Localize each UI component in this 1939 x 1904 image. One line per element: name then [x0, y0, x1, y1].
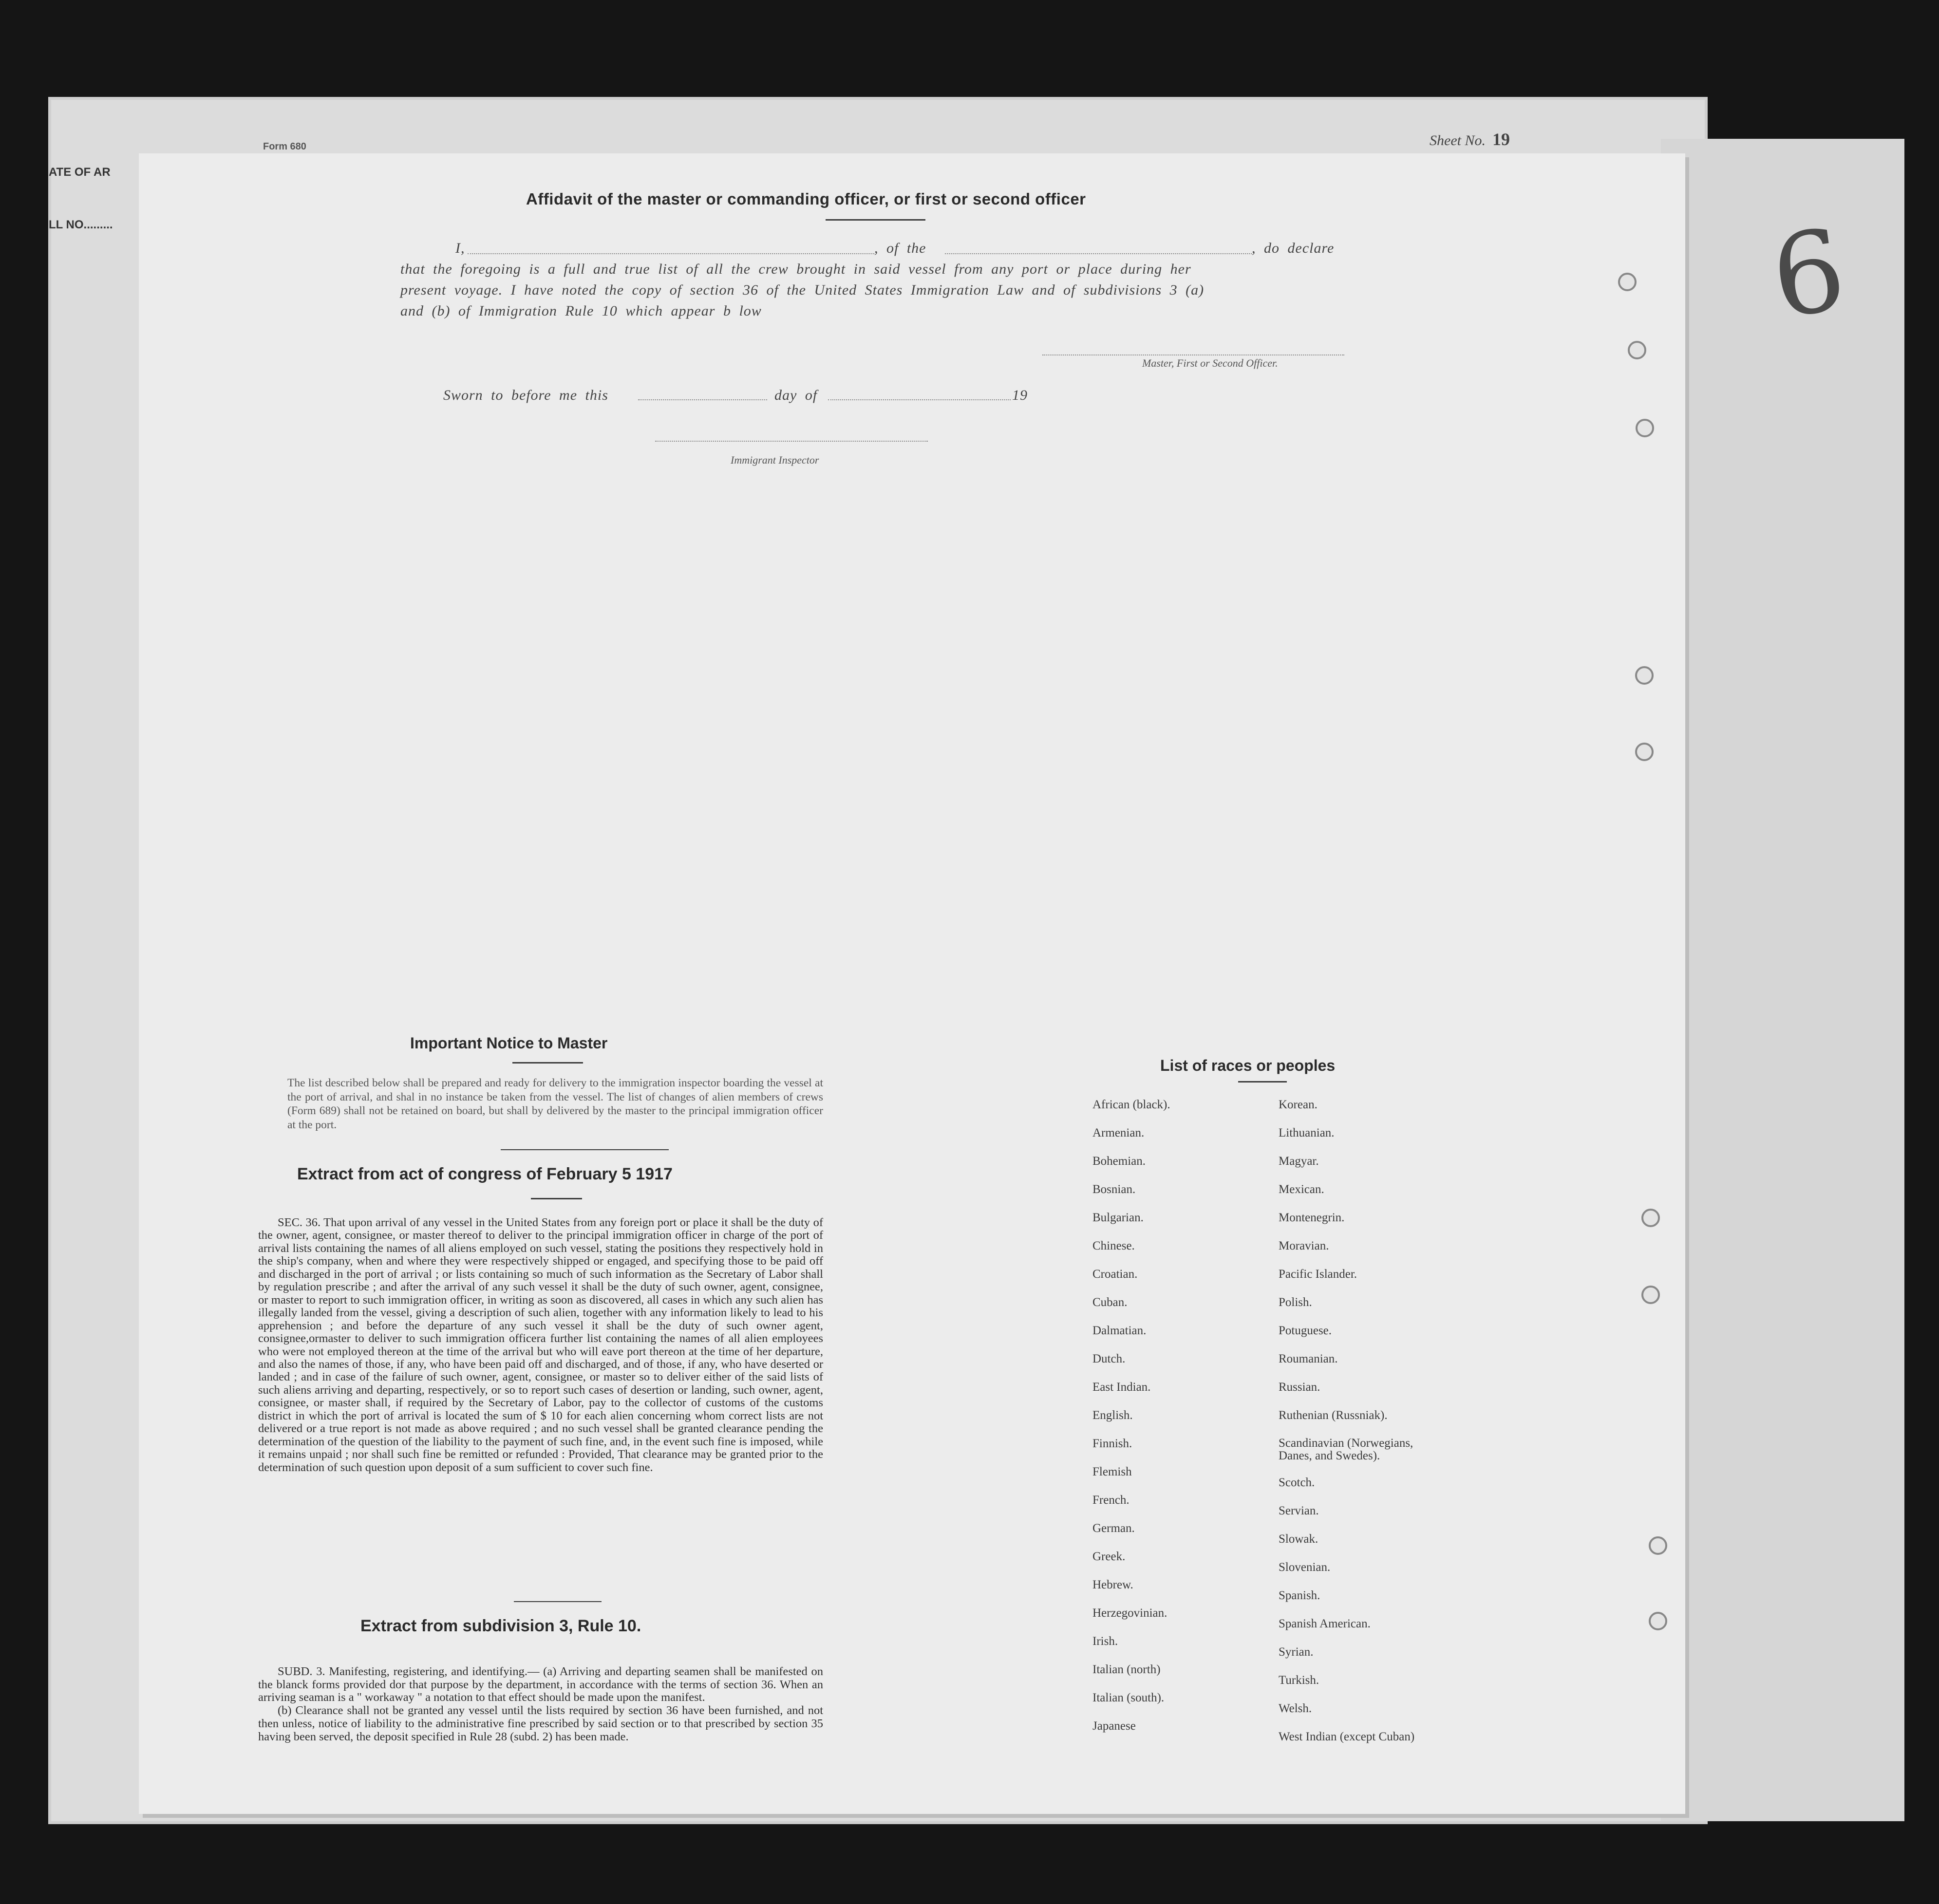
left-stub — [0, 166, 146, 271]
notice-title: Important Notice to Master — [410, 1034, 608, 1052]
race-item: Hebrew. — [1092, 1578, 1133, 1591]
race-item: Chinese. — [1092, 1239, 1135, 1252]
act-body — [258, 1216, 823, 1474]
race-item: Mexican. — [1279, 1183, 1324, 1196]
sheet-number — [1430, 129, 1510, 149]
vessel-blank — [945, 253, 1252, 254]
race-item: Welsh. — [1279, 1702, 1312, 1715]
name-blank — [468, 253, 874, 254]
race-item: Flemish — [1092, 1465, 1132, 1478]
race-item: Pacific Islander. — [1279, 1268, 1357, 1281]
race-item: Slovenian. — [1279, 1561, 1331, 1574]
race-item: Irish. — [1092, 1635, 1118, 1648]
declare-line-4: and (b) of Immigration Rule 10 which appear b low — [400, 303, 762, 319]
sworn-month-blank — [828, 399, 1011, 400]
notice-body: The list described below shall be prepared and ready for delivery to the immigration inspector boarding the vessel at the port of arrival, and shal in no instance be taken from the vessel. The list of changes of alien members of crews (Form 689) shall not be retained on board, but shall by delivered by the master to the principal immigration officer at the port. — [287, 1077, 823, 1131]
notice-rule — [512, 1062, 583, 1064]
race-item: Lithuanian. — [1279, 1126, 1335, 1139]
race-item: Korean. — [1279, 1098, 1318, 1111]
sheet-value: 19 — [1492, 130, 1510, 149]
race-item: Potuguese. — [1279, 1324, 1332, 1337]
punch-hole — [1628, 341, 1646, 359]
punch-hole — [1635, 666, 1654, 685]
races-rule — [1238, 1081, 1287, 1083]
declare-line-3: present voyage. I have noted the copy of section 36 of the United States Immigration Law and of subdivisions 3 (a) — [400, 282, 1205, 298]
rule-separator — [514, 1601, 602, 1602]
punch-hole — [1641, 1286, 1660, 1304]
inspector-caption: Immigrant Inspector — [731, 454, 819, 466]
race-item: Bulgarian. — [1092, 1211, 1144, 1224]
race-item: Magyar. — [1279, 1155, 1319, 1168]
race-item: Spanish. — [1279, 1589, 1320, 1602]
race-item: Montenegrin. — [1279, 1211, 1345, 1224]
races-title: List of races or peoples — [1160, 1057, 1336, 1074]
race-item: Cuban. — [1092, 1296, 1128, 1309]
rule-paragraph-b: (b) Clearance shall not be granted any vessel until the lists required by section 36 have been furnished, and not then unless, notice of liability to the administrative fine prescribed by said section or to that prescribed by section 35 having been served, the deposit specified in Rule 28 (subd. 2) has been made. — [258, 1704, 823, 1743]
act-paragraph: SEC. 36. That upon arrival of any vessel in the United States from any foreign port or place it shall be the duty of the owner, agent, consignee, or master thereof to deliver to the principal immigration officer in charge of the port of arrival lists containing the names of all aliens employed on such vessel, stating the positions they respectively hold in the ship's company, when and where they were respectively shipped or engaged, and specifying those to be paid off and discharged in the port of arrival ; or lists containing so much of such information as the Secretary of Labor shall by regulation prescribe ; and after the arrival of any such vessel it shall be the duty of such owner, agent, consignee, or master to report to such immigration officer, in writing as soon as discovered, all cases in which any such alien has illegally landed from the vessel, giving a description of such alien, together with any information likely to lead to his apprehension ; and before the departure of any such vessel it shall be the duty of such owner agent, consignee,ormaster to deliver to such immigration officera further list containing the names of all alien employees who were not employed thereon at the time of the arrival but who will eave port thereon at the time of her departure, and also the names of those, if any, who have been paid off and discharged, and of those, if any, who have deserted or landed ; and in case of the failure of such owner, agent, consignee, or master so to deliver either of the said lists of such aliens arriving and departing, respectively, or so to report such cases of desertion or landing, such owner, agent, consignee, or master shall, if required by the Secretary of Labor, pay to the collector of customs of the customs district in which the port of arrival is located the sum of $ 10 for each alien concerning whom correct lists are not delivered or a true report is not made as above required ; and no such vessel shall be granted clearance pending the determination of the question of the liability to the payment of such fine, and, in the event such fine is imposed, while it remains unpaid ; nor shall such fine be remitted or refunded : Provided, That clearance may be granted prior to the determination of such question upon deposit of a sum sufficient to cover such fine. — [258, 1216, 823, 1474]
race-item: Italian (south). — [1092, 1691, 1165, 1704]
sworn-day-blank — [638, 399, 767, 400]
race-item: Roumanian. — [1279, 1352, 1338, 1365]
right-card — [1661, 139, 1904, 1821]
sworn-year: 19 — [1012, 387, 1028, 403]
race-item: Russian. — [1279, 1381, 1320, 1394]
rule-title: Extract from subdivision 3, Rule 10. — [360, 1617, 641, 1635]
race-item: Polish. — [1279, 1296, 1312, 1309]
stub-line: ATE OF AR — [49, 166, 111, 179]
affidavit-rule — [826, 219, 925, 221]
declare-of-the: , of the — [874, 240, 926, 256]
act-rule — [531, 1198, 582, 1199]
race-item: Servian. — [1279, 1504, 1319, 1517]
inspector-signature-line — [655, 441, 928, 442]
race-item: Herzegovinian. — [1092, 1606, 1167, 1620]
master-caption: Master, First or Second Officer. — [1142, 357, 1278, 369]
stub-line: LL NO......... — [49, 218, 113, 231]
race-item: Moravian. — [1279, 1239, 1329, 1252]
punch-hole — [1618, 273, 1637, 291]
race-item: Italian (north) — [1092, 1663, 1161, 1676]
race-item: East Indian. — [1092, 1381, 1151, 1394]
race-item: Dalmatian. — [1092, 1324, 1147, 1337]
race-item: Croatian. — [1092, 1268, 1138, 1281]
race-item: Scotch. — [1279, 1476, 1315, 1489]
race-item: Bohemian. — [1092, 1155, 1146, 1168]
race-item: Syrian. — [1279, 1645, 1314, 1659]
race-item: Finnish. — [1092, 1437, 1132, 1450]
punch-hole — [1641, 1209, 1660, 1227]
declare-line-2: that the foregoing is a full and true list of all the crew brought in said vessel from any port or place during her — [400, 261, 1191, 277]
race-item: Spanish American. — [1279, 1617, 1371, 1630]
race-item: Japanese — [1092, 1719, 1136, 1733]
rule-body — [258, 1665, 823, 1743]
race-item: Dutch. — [1092, 1352, 1126, 1365]
sworn-start: Sworn to before me this — [443, 387, 608, 403]
punch-hole — [1649, 1612, 1667, 1630]
punch-hole — [1635, 743, 1654, 761]
declare-i: I, — [455, 240, 465, 256]
race-item: Bosnian. — [1092, 1183, 1136, 1196]
race-item: Slowak. — [1279, 1532, 1318, 1546]
rule-paragraph-a: SUBD. 3. Manifesting, registering, and identifying.— (a) Arriving and departing seamen shall be manifested on the blanck forms provided dor that purpose by the department, in accordance with the terms of section 36. When an arriving seaman is a " workaway " a notation to that effect should be made upon the manifest. — [258, 1665, 823, 1704]
declare-line-1 — [455, 240, 465, 257]
race-item: English. — [1092, 1409, 1133, 1422]
notice-separator — [501, 1149, 669, 1150]
affidavit-title: Affidavit of the master or commanding officer, or first or second officer — [526, 190, 1086, 208]
act-title: Extract from act of congress of February 5 1917 — [297, 1165, 673, 1183]
race-item: Greek. — [1092, 1550, 1126, 1563]
race-item: Armenian. — [1092, 1126, 1145, 1139]
race-item: Scandinavian (Norwegians, Danes, and Swedes). — [1279, 1437, 1413, 1463]
sworn-mid: day of — [774, 387, 818, 403]
form-sheet — [139, 153, 1685, 1814]
race-item: French. — [1092, 1493, 1130, 1507]
race-item: Turkish. — [1279, 1674, 1319, 1687]
sheet-label: Sheet No. — [1430, 132, 1486, 149]
race-item: African (black). — [1092, 1098, 1170, 1111]
race-item: West Indian (except Cuban) — [1279, 1730, 1415, 1743]
race-item: German. — [1092, 1522, 1135, 1535]
form-number: Form 680 — [263, 141, 306, 152]
race-item: Ruthenian (Russniak). — [1279, 1409, 1388, 1422]
punch-hole — [1649, 1536, 1667, 1555]
handwritten-mark: 6 — [1764, 205, 1853, 344]
punch-hole — [1636, 419, 1654, 437]
declare-end: , do declare — [1252, 240, 1335, 256]
